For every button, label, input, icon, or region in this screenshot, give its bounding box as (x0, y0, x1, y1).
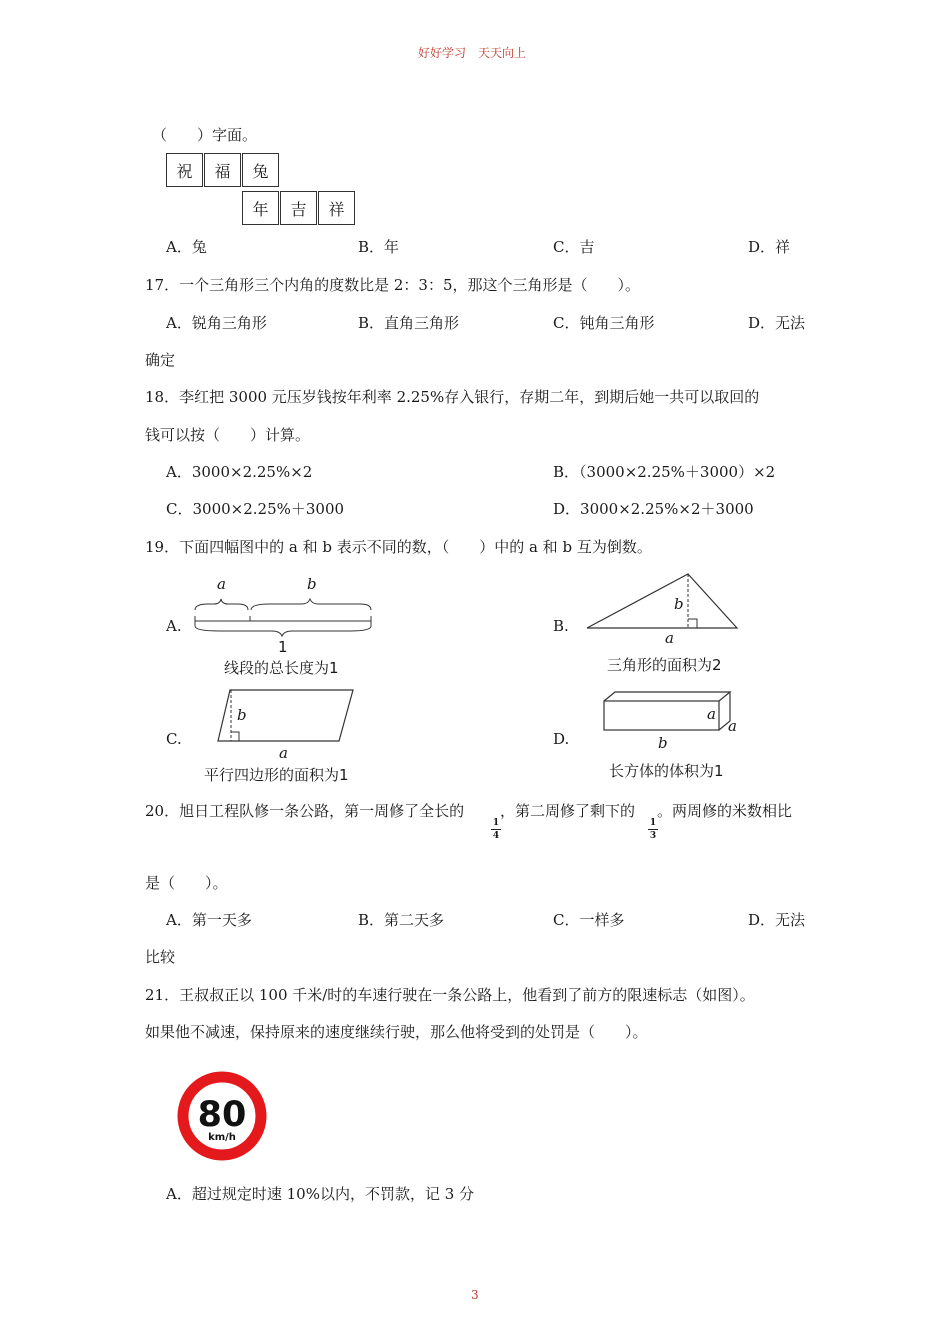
q21-option-a: A．超过规定时速 10%以内，不罚款，记 3 分 (166, 1185, 475, 1203)
q20-stem-part2: ，第二周修了剩下的 (500, 802, 636, 820)
fig-b-var-b: b (674, 595, 684, 613)
fig-a-label: A. (166, 617, 182, 635)
fig-c-var-b: b (237, 706, 247, 724)
triangle-figure (585, 572, 740, 632)
net-cell: 吉 (280, 191, 317, 225)
q16-option-b: B．年 (358, 238, 400, 256)
q20-option-b: B．第二天多 (358, 911, 445, 929)
page-number: 3 (471, 1288, 479, 1302)
net-cell: 祥 (318, 191, 355, 225)
fig-c-label: C. (166, 730, 182, 748)
fig-d-var-b: b (658, 734, 668, 752)
net-cell: 福 (204, 153, 241, 187)
q18-stem-line2: 钱可以按（ ）计算。 (145, 426, 311, 444)
fig-a-var-b: b (307, 575, 317, 593)
q16-option-a: A．兔 (166, 238, 207, 256)
page-header: 好好学习 天天向上 (418, 46, 527, 60)
net-cell: 年 (242, 191, 279, 225)
speed-limit-unit: km/h (208, 1132, 236, 1143)
q20-option-a: A．第一天多 (166, 911, 252, 929)
q21-stem-line1: 21．王叔叔正以 100 千米/时的车速行驶在一条公路上，他看到了前方的限速标志（如图）。 (145, 986, 755, 1004)
q20-option-d: D．无法 (748, 911, 806, 929)
fig-d-var-a-side: a (728, 717, 737, 735)
q18-option-c: C．3000×2.25%＋3000 (166, 500, 345, 518)
q20-stem-line2: 是（ ）。 (145, 874, 228, 892)
q20-stem-part1: 20．旭日工程队修一条公路，第一周修了全长的 (145, 802, 465, 820)
speed-limit-value: 80 (197, 1095, 247, 1135)
q18-option-b: B．（3000×2.25%＋3000）×2 (553, 463, 776, 481)
speed-limit-sign (175, 1070, 269, 1162)
q20-fraction-1 (491, 818, 501, 841)
q21-stem-line2: 如果他不减速，保持原来的速度继续行驶，那么他将受到的处罚是（ ）。 (145, 1023, 648, 1041)
q18-option-a: A．3000×2.25%×2 (166, 463, 313, 481)
q18-option-d: D．3000×2.25%×2＋3000 (553, 500, 754, 518)
fig-c-var-a: a (279, 744, 288, 762)
fig-a-total: 1 (278, 638, 288, 656)
q17-stem: 17．一个三角形三个内角的度数比是 2：3：5，那这个三角形是（ ）。 (145, 276, 640, 294)
net-cell: 兔 (242, 153, 279, 187)
fraction-numerator: 1 (492, 818, 500, 828)
q17-option-b: B．直角三角形 (358, 314, 460, 332)
q20-fraction-2 (648, 818, 658, 841)
fig-d-caption: 长方体的体积为1 (609, 762, 724, 780)
q16-stem-tail: （ ）字面。 (152, 126, 258, 144)
parallelogram-figure (215, 688, 355, 744)
fraction-denominator: 3 (649, 831, 657, 841)
q17-option-d: D．无法 (748, 314, 806, 332)
q16-option-c: C．吉 (553, 238, 595, 256)
fig-a-var-a: a (217, 575, 226, 593)
fraction-denominator: 4 (492, 831, 500, 841)
q20-option-c: C．一样多 (553, 911, 625, 929)
fig-b-var-a: a (665, 629, 674, 647)
q16-option-d: D．祥 (748, 238, 791, 256)
q17-option-c: C．钝角三角形 (553, 314, 655, 332)
fig-a-caption: 线段的总长度为1 (224, 659, 339, 677)
net-cell: 祝 (166, 153, 203, 187)
fig-d-label: D. (553, 730, 570, 748)
q18-stem-line1: 18．李红把 3000 元压岁钱按年利率 2.25%存入银行，存期二年，到期后她一共可以取回的 (145, 388, 760, 406)
fig-d-var-a-front: a (707, 705, 716, 723)
q17-option-a: A．锐角三角形 (166, 314, 267, 332)
q17-option-d-wrap: 确定 (145, 351, 176, 369)
fraction-numerator: 1 (649, 818, 657, 828)
fig-b-label: B. (553, 617, 569, 635)
fig-c-caption: 平行四边形的面积为1 (204, 766, 349, 784)
fig-b-caption: 三角形的面积为2 (607, 656, 722, 674)
q19-stem: 19．下面四幅图中的 a 和 b 表示不同的数，（ ）中的 a 和 b 互为倒数。 (145, 538, 652, 556)
q20-stem-part3: 。两周修的米数相比 (657, 802, 793, 820)
q20-option-d-wrap: 比较 (145, 948, 176, 966)
